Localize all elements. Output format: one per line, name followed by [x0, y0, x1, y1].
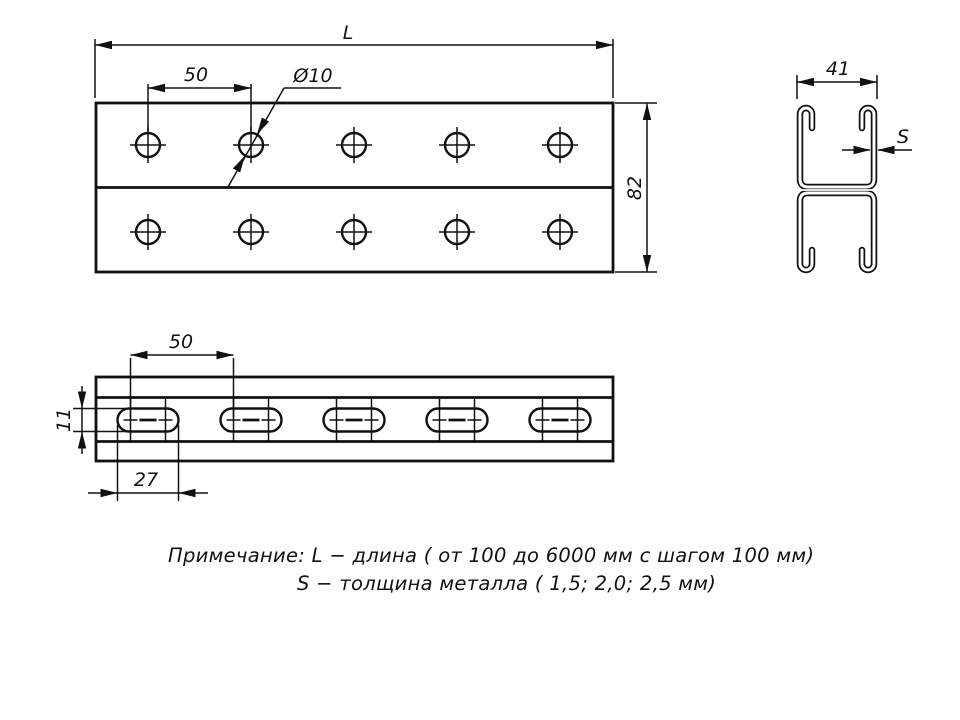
hole-marker	[130, 127, 166, 163]
dim-length	[95, 22, 613, 98]
hole-marker	[542, 214, 578, 250]
arrowhead-icon	[101, 489, 118, 497]
hole-marker	[233, 214, 269, 250]
dim-slot-spacing-label: 50	[168, 331, 194, 353]
note-line-2: S − толщина металла ( 1,5; 2,0; 2,5 мм)	[297, 572, 717, 595]
dim-hole-spacing-label: 50	[183, 64, 209, 86]
note-line-1: Примечание: L − длина ( от 100 до 6000 мм с шагом 100 мм)	[168, 544, 815, 567]
arrowhead-icon	[95, 41, 112, 49]
dim-hole-spacing	[148, 64, 251, 131]
hole-diameter-callout	[228, 65, 341, 187]
dim-slot-length	[88, 425, 208, 501]
hole-row-top	[130, 127, 578, 163]
arrowhead-icon	[131, 351, 148, 359]
dim-slot-spacing	[131, 331, 234, 418]
upper-channel-profile-inner	[800, 108, 874, 187]
arrowhead-icon	[797, 78, 814, 86]
slot-hole	[221, 399, 282, 441]
dim-height-label: 82	[624, 175, 646, 201]
lower-channel-profile-inner	[800, 193, 874, 270]
front-view	[95, 22, 657, 272]
slot-row	[118, 399, 591, 441]
dim-section-width-label: 41	[825, 58, 851, 80]
dim-slot-width-label: 11	[53, 407, 75, 433]
arrowhead-icon	[148, 84, 165, 92]
hole-marker	[439, 127, 475, 163]
dim-height	[615, 103, 657, 272]
dim-slot-length-label: 27	[133, 469, 159, 491]
arrowhead-icon	[643, 103, 651, 120]
arrowhead-icon	[234, 84, 251, 92]
hole-row-bottom	[130, 214, 578, 250]
arrowhead-icon	[78, 392, 86, 409]
hole-marker	[439, 214, 475, 250]
drawing-note	[168, 544, 814, 595]
arrowhead-icon	[854, 146, 871, 154]
hole-diameter-label: Ø10	[293, 65, 333, 87]
slot-hole	[530, 399, 591, 441]
dim-section-width	[797, 58, 877, 99]
arrowhead-icon	[78, 432, 86, 449]
arrowhead-icon	[643, 255, 651, 272]
arrowhead-icon	[596, 41, 613, 49]
dim-length-label: L	[342, 22, 354, 44]
hole-marker	[336, 214, 372, 250]
thickness-label: S	[896, 126, 910, 148]
top-view	[53, 331, 613, 501]
slot-hole	[324, 399, 385, 441]
arrowhead-icon	[217, 351, 234, 359]
hole-marker	[130, 214, 166, 250]
slot-hole	[427, 399, 488, 441]
arrowhead-icon	[878, 146, 895, 154]
arrowhead-icon	[179, 489, 196, 497]
section-view	[797, 58, 912, 270]
hole-marker	[336, 127, 372, 163]
arrowhead-icon	[860, 78, 877, 86]
hole-marker	[542, 127, 578, 163]
slot-hole	[118, 399, 179, 441]
